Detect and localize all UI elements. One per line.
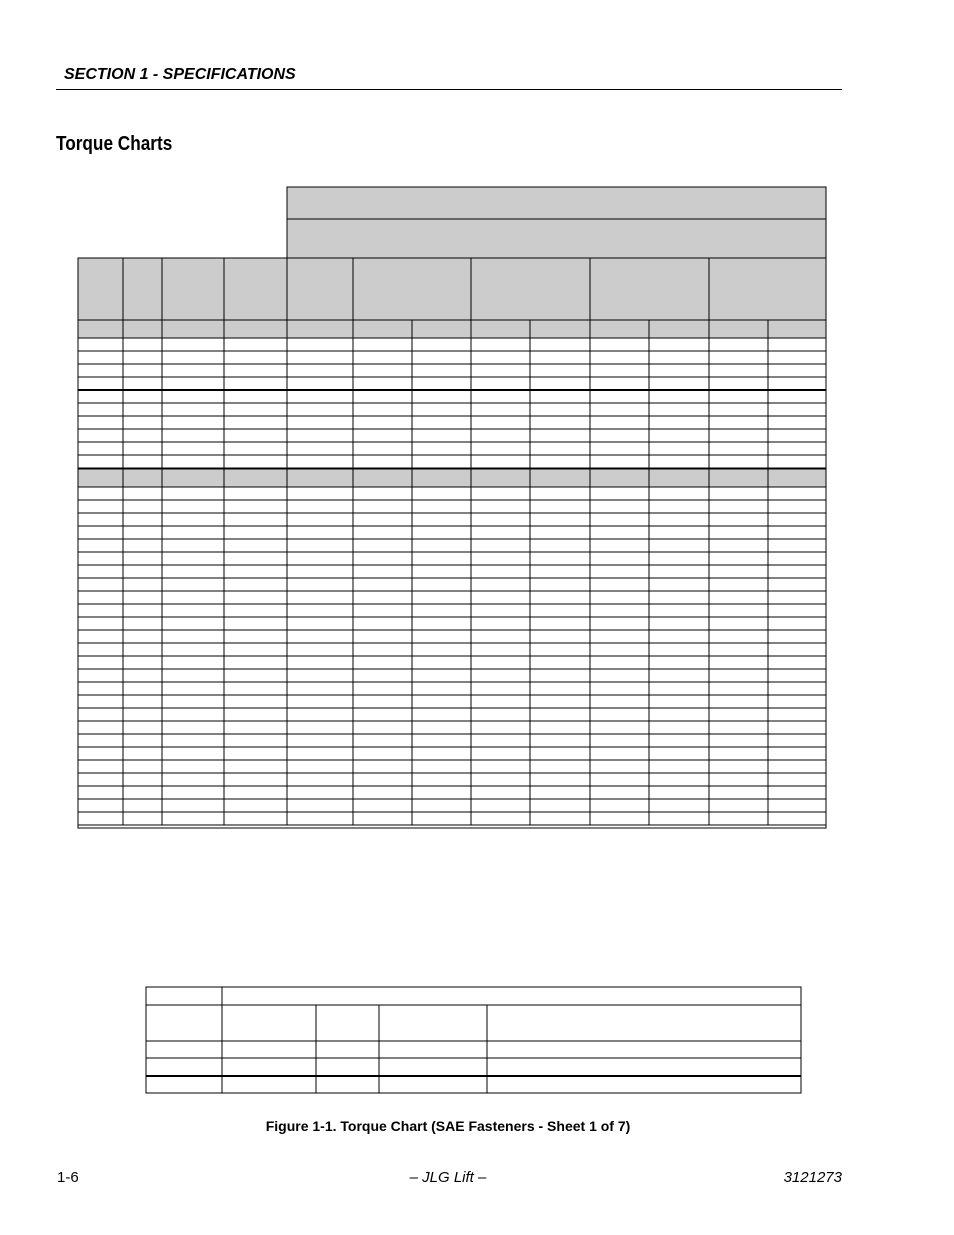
page-title: Torque Charts [56,133,173,155]
legend-cell [379,1005,487,1041]
legend-cell [146,1041,222,1058]
legend-cell [487,1058,801,1076]
legend-cell [222,1041,316,1058]
legend-cell [316,1076,379,1093]
legend-cell [379,1076,487,1093]
legend-cell [379,1058,487,1076]
legend-cell [222,1076,316,1093]
footer-doc-number: 3121273 [783,1169,842,1186]
footer-brand: – JLG Lift – [409,1169,487,1186]
legend-cell [316,1005,379,1041]
footer-page-number: 1-6 [57,1169,79,1186]
section-header-text: SECTION 1 - SPECIFICATIONS [64,66,296,83]
legend-cell [222,1005,316,1041]
legend-cell [222,987,801,1005]
legend-cell [316,1041,379,1058]
legend-outer-border [146,987,801,1093]
legend-cell [222,1058,316,1076]
legend-cell [487,1076,801,1093]
legend-cell [146,1005,222,1041]
legend-cell [379,1041,487,1058]
legend-cell [146,1076,222,1093]
legend-cell [146,987,222,1005]
legend-cell [146,1058,222,1076]
legend-cell [316,1058,379,1076]
legend-cell [487,1005,801,1041]
legend-cell [487,1041,801,1058]
figure-caption: Figure 1-1. Torque Chart (SAE Fasteners - Sheet 1 of 7) [265,1118,631,1134]
